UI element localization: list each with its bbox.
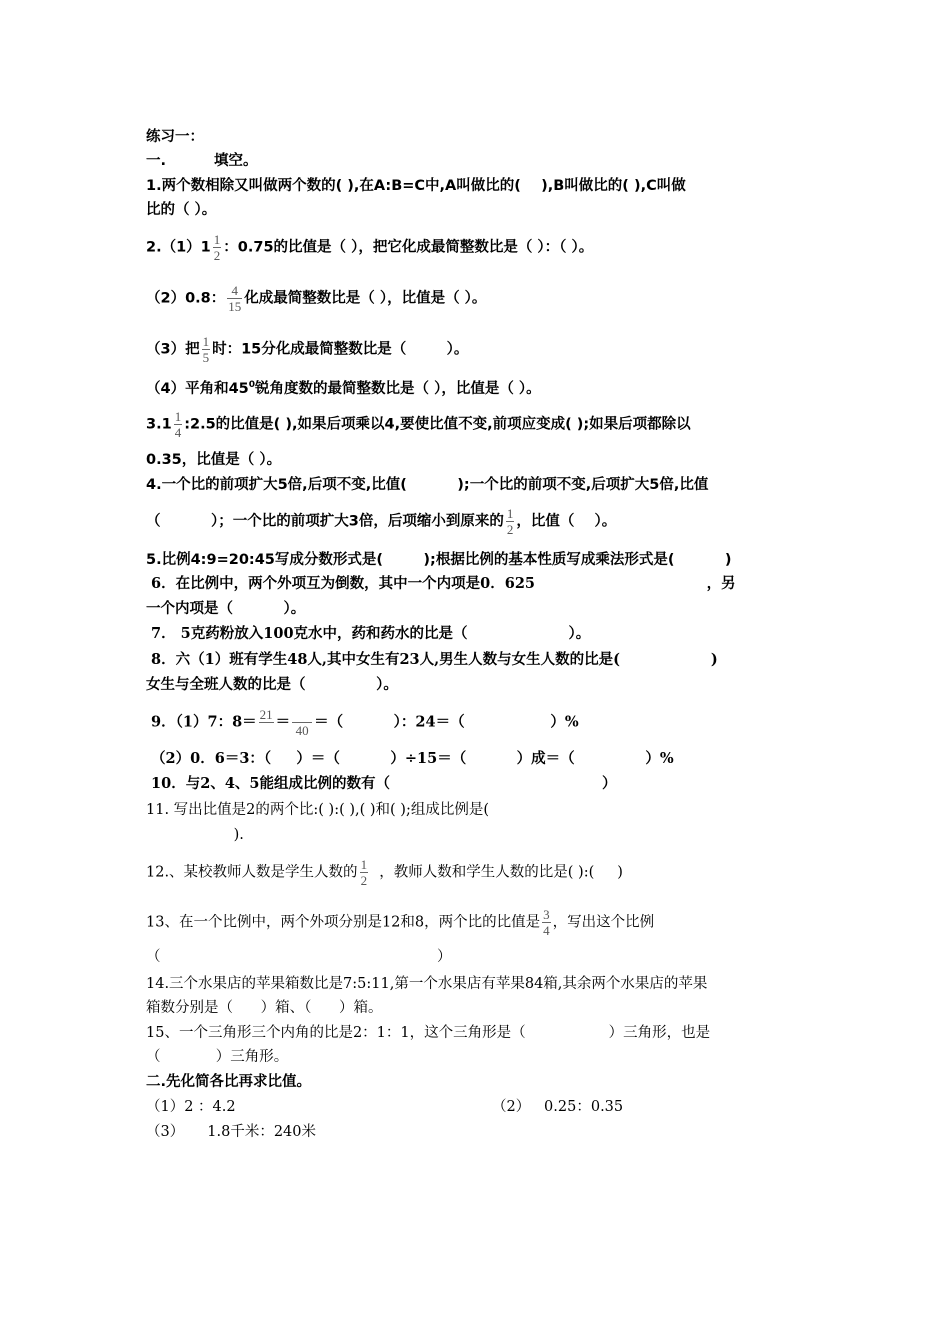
fraction-numerator: 4 bbox=[227, 283, 242, 299]
fraction bbox=[506, 506, 515, 537]
question-6-line-1: 6．在比例中，两个外项互为倒数，其中一个内项是0．625 ，另 bbox=[146, 575, 736, 592]
question-4-line-2 bbox=[146, 506, 616, 537]
fraction-numerator: 1 bbox=[174, 409, 182, 424]
fraction-denominator: 2 bbox=[360, 873, 368, 888]
fraction bbox=[213, 232, 222, 263]
question-2-4 bbox=[146, 374, 541, 400]
fraction-numerator: 21 bbox=[259, 707, 273, 722]
question-text: （2）0.8： bbox=[146, 290, 226, 307]
question-15-line-2: （ ）三角形。 bbox=[146, 1049, 289, 1065]
question-text: ，教师人数和学生人数的比是( ):( ) bbox=[370, 864, 623, 881]
fraction-numerator: 1 bbox=[506, 506, 514, 521]
fraction-denominator: 2 bbox=[506, 522, 514, 537]
question-text: :2.5的比值是( ),如果后项乘以4,要使比值不变,前项应变成( );如果后项都除以 bbox=[184, 416, 691, 433]
question-2-1 bbox=[146, 232, 593, 263]
question-text: 13、在一个比例中，两个外项分别是12和8，两个比的比值是 bbox=[146, 914, 541, 931]
fraction-denominator: 5 bbox=[202, 350, 210, 365]
exercise-2-1: （1）2 ：4.2 bbox=[146, 1099, 236, 1115]
question-7: 7． 5克药粉放入100克水中，药和药水的比是（ ）。 bbox=[146, 625, 591, 642]
fraction-numerator: 1 bbox=[213, 232, 221, 247]
question-text: ＝ bbox=[275, 713, 291, 731]
question-11-line-2: ). bbox=[146, 827, 244, 843]
exercise-2-3: （3） 1.8千米：240米 bbox=[146, 1124, 317, 1140]
question-2-2 bbox=[146, 283, 486, 314]
question-text: 12.、某校教师人数是学生人数的 bbox=[146, 864, 358, 881]
question-8-line-1: 8．六（1）班有学生48人,其中女生有23人,男生人数与女生人数的比是( ) bbox=[146, 651, 718, 668]
question-9-2: （2）0．6＝3：（ ）＝（ ）÷15＝（ ）成＝（ ）% bbox=[146, 750, 674, 767]
fraction bbox=[292, 707, 312, 738]
question-9-1 bbox=[146, 707, 579, 738]
question-text: 9．（1）7：8＝ bbox=[146, 713, 257, 731]
fraction-numerator: 1 bbox=[202, 334, 210, 349]
question-10: 10．与2、4、5能组成比例的数有（ ） bbox=[146, 775, 617, 792]
question-13-line-2: （ ） bbox=[146, 949, 452, 965]
question-8-line-2: 女生与全班人数的比是（ ）。 bbox=[146, 676, 398, 693]
question-4-line-1: 4.一个比的前项扩大5倍,后项不变,比值( );一个比的前项不变,后项扩大5倍,比值 bbox=[146, 477, 709, 493]
question-11-line-1: 11. 写出比值是2的两个比:( ):( ),( )和( );组成比例是( bbox=[146, 802, 490, 818]
section-title: 填空。 bbox=[214, 153, 258, 169]
question-13-line-1 bbox=[146, 907, 654, 938]
fraction-denominator: 2 bbox=[213, 248, 221, 263]
fraction-numerator: 3 bbox=[543, 907, 550, 922]
fraction bbox=[174, 409, 183, 440]
fraction bbox=[542, 907, 551, 938]
question-text: ，比值（ ）。 bbox=[516, 513, 617, 530]
page-title: 练习一： bbox=[146, 129, 204, 145]
question-text: 时：15分化成最简整数比是（ ）。 bbox=[212, 341, 469, 358]
fraction bbox=[360, 857, 369, 888]
degree-superscript: 0 bbox=[248, 380, 256, 390]
fraction-denominator: 4 bbox=[174, 425, 182, 440]
question-3-line-1 bbox=[146, 409, 691, 440]
question-text: （3）把 bbox=[146, 341, 200, 358]
fraction-denominator: 15 bbox=[228, 299, 242, 314]
question-12 bbox=[146, 857, 623, 888]
section-heading-2: 二.先化简各比再求比值。 bbox=[146, 1074, 312, 1090]
question-text: ，写出这个比例 bbox=[552, 914, 655, 931]
question-text: 锐角度数的最简整数比是（ ），比值是（ ）。 bbox=[255, 380, 541, 397]
question-text: 2.（1）1 bbox=[146, 239, 211, 256]
question-14-line-2: 箱数分别是（ ）箱、（ ）箱。 bbox=[146, 1000, 383, 1016]
fraction-numerator: 1 bbox=[360, 857, 368, 872]
question-text: 化成最简整数比是（ ），比值是（ ）。 bbox=[244, 290, 487, 307]
question-text: 3.1 bbox=[146, 416, 172, 433]
question-3-line-2: 0.35，比值是（ ）。 bbox=[146, 452, 282, 468]
question-1-line-1: 1.两个数相除又叫做两个数的( ),在A:B=C中,A叫做比的( ),B叫做比的( ),C叫做 bbox=[146, 178, 686, 194]
question-14-line-1: 14.三个水果店的苹果箱数比是7:5:11,第一个水果店有苹果84箱,其余两个水果店的苹果 bbox=[146, 976, 708, 992]
question-1-line-2: 比的（ ）。 bbox=[146, 202, 217, 218]
fraction bbox=[227, 283, 242, 314]
fraction bbox=[259, 707, 274, 738]
fraction-denominator: 40 bbox=[295, 723, 309, 738]
question-text: （ ）；一个比的前项扩大3倍，后项缩小到原来的 bbox=[146, 513, 504, 530]
section-number: 一. bbox=[146, 153, 167, 169]
question-15-line-1: 15、一个三角形三个内角的比是2：1：1，这个三角形是（ ）三角形，也是 bbox=[146, 1025, 711, 1041]
section-heading-1 bbox=[146, 150, 258, 172]
fraction-denominator bbox=[259, 723, 274, 738]
question-5: 5.比例4:9=20:45写成分数形式是( );根据比例的基本性质写成乘法形式是( ) bbox=[146, 552, 732, 568]
question-text: ＝（ ）：24＝（ ）% bbox=[314, 713, 579, 731]
question-text: ：0.75的比值是（ ），把它化成最简整数比是（ ）：（ ）。 bbox=[223, 239, 594, 256]
question-6-line-2: 一个内项是（ ）。 bbox=[146, 600, 306, 617]
fraction-denominator: 4 bbox=[543, 923, 550, 938]
question-text: （4）平角和45 bbox=[146, 380, 249, 397]
question-2-3 bbox=[146, 334, 468, 365]
exercise-2-2: （2） 0.25：0.35 bbox=[492, 1099, 624, 1115]
fraction-numerator bbox=[292, 707, 312, 723]
fraction bbox=[202, 334, 211, 365]
